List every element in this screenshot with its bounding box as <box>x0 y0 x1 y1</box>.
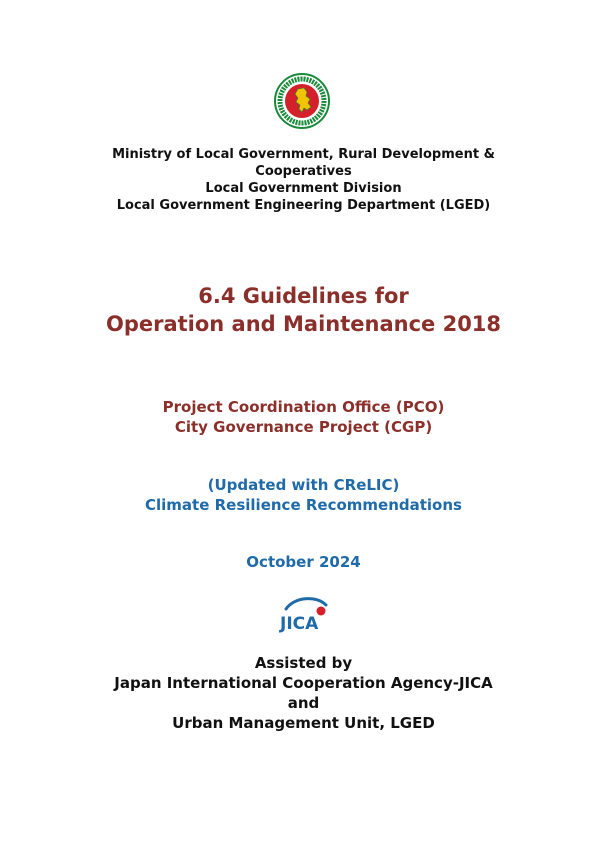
assistance-credits <box>0 653 607 733</box>
department-line: Local Government Engineering Department (LGED) <box>116 198 491 213</box>
umu-credit: Urban Management Unit, LGED <box>172 714 435 732</box>
jica-logo-text: JICA <box>280 614 319 634</box>
update-line-2: Climate Resilience Recommendations <box>145 496 462 514</box>
ministry-line-1: Ministry of Local Government, Rural Development & <box>112 147 495 162</box>
and-label: and <box>287 694 320 712</box>
title-line-2: Operation and Maintenance 2018 <box>105 312 502 336</box>
ministry-header <box>0 146 607 214</box>
title-line-1: 6.4 Guidelines for <box>198 284 409 308</box>
government-seal-icon <box>271 72 333 130</box>
update-note <box>0 475 607 515</box>
ministry-line-2: Cooperatives <box>255 164 352 179</box>
document-title <box>0 282 607 338</box>
office-line-1: Project Coordination Office (PCO) <box>162 398 445 416</box>
publication-date: October 2024 <box>246 553 361 571</box>
jica-logo-icon <box>272 595 334 635</box>
office-line-2: City Governance Project (CGP) <box>174 418 433 436</box>
assisted-by-label: Assisted by <box>254 654 353 672</box>
jica-credit: Japan International Cooperation Agency-JICA <box>114 674 493 692</box>
division-line: Local Government Division <box>205 181 402 196</box>
project-office <box>0 397 607 437</box>
update-line-1: (Updated with CReLIC) <box>207 476 400 494</box>
